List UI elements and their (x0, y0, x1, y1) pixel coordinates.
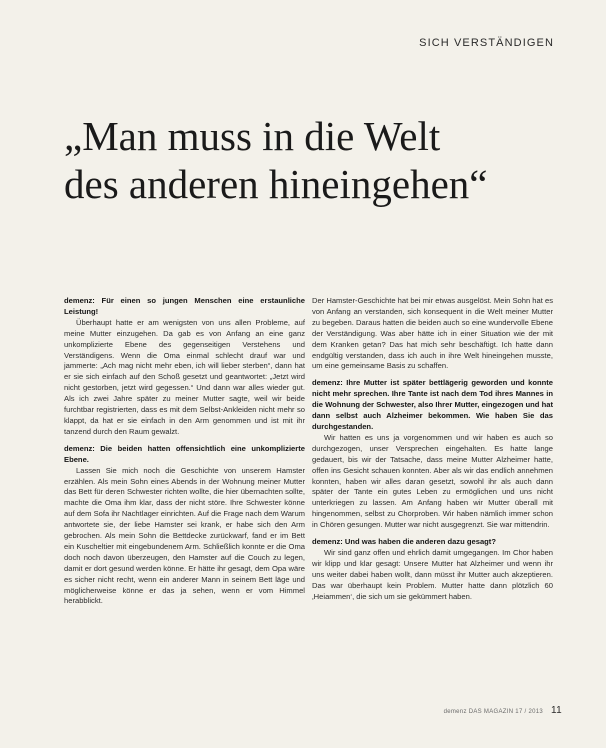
interview-answer: Wir hatten es uns ja vorgenommen und wir haben es auch so durchgezogen, unser Versprechen eingehalten. Es hatte lange gedauert, bis wir der Tatsache, dass meine Mutter Alzheimer hatte, offen ins Gesicht schauen konnten. Aber als wir das endlich annehmen konnten, haben wir alles daran gesetzt, sowohl ihr als auch dann später der Tante ein gutes Leben zu ermöglichen und uns nicht unterkriegen zu lassen. Am Anfang haben wir Mutter überall mit hingenommen, selbst zu Chorproben. Wir haben nämlich immer schon in Chören gesungen. Mutter war nicht ausgegrenzt. Sie war mittendrin. (312, 432, 553, 530)
interview-question: demenz: Für einen so jungen Menschen eine erstaunliche Leistung! (64, 296, 305, 316)
interview-answer: Der Hamster-Geschichte hat bei mir etwas ausgelöst. Mein Sohn hat es von Anfang an verstanden, sich konsequent in die Welt meiner Mutter zu begeben. Daraus hatten die beiden auch so eine wundervolle Ebene der Verständigung. Was aber hätte ich in einer Situation wie der mit dem Kranken getan? Das hat mich sehr beschäftigt. Ich hatte dann endgültig verstanden, dass ich auch in ihre Welt hineingehen musste, um eine gemeinsame Basis zu schaffen. (312, 296, 553, 371)
headline-line-2: des anderen hineingehen“ (64, 161, 488, 207)
section-label: SICH VERSTÄNDIGEN (419, 37, 554, 49)
page-number: 11 (551, 705, 562, 716)
interview-answer: Überhaupt hatte er am wenigsten von uns allen Probleme, auf meine Mutter einzugehen. Da gab es von Anfang an eine ganz unkomplizierte Ebene des gegenseitigen Verstehens und Verständigens. Wenn die Oma einmal schlecht drauf war und jammerte: „Ach mag nicht mehr eben, ich will lieber sterben“, dann hat er sie sich einfach auf den Schoß gesetzt und geantwortet: „Jetzt wird nicht gestorben, jetzt wird gegessen.“ Und dann war alles wieder gut. Als ich zwei Jahre später zu meiner Mutter sagte, weil wir beide furchtbar registrierten, dass es mit dem Selbst-Ankleiden nicht mehr so klappt, da hat er sie einfach in den Arm genommen und ist mit ihr tanzend durch den Raum gewalzt. (64, 317, 305, 436)
page-title (0, 112, 606, 208)
interview-question: demenz: Ihre Mutter ist später bettlägerig geworden und konnte nicht mehr sprechen. Ihre Tante ist nach dem Tod ihres Mannes in die Wohnung der Schwester, also Ihrer Mutter, eingezogen und hat dann selbst auch Alzheimer bekommen. Wie haben Sie das durchgestanden. (312, 378, 553, 431)
left-text-column (64, 296, 305, 607)
magazine-issue: demenz DAS MAGAZIN 17 / 2013 (443, 709, 544, 715)
interview-answer: Lassen Sie mich noch die Geschichte von unserem Hamster erzählen. Als mein Sohn eines Abends in der Wohnung meiner Mutter das Bett für deren Schwester richten wollte, die hier übernachten sollte, machte die Oma ihm klar, dass der nicht störe. Ihre Schwester könne auf dem Sofa ihr Nachtlager einrichten. Auf die Frage nach dem Warum antwortete sie, der liebe Hamster sei krank, er habe sich den Arm gebrochen. Als mein Sohn die Bettdecke zurückwarf, fand er im Bett ein Kuscheltier mit eingebundenem Arm. Schließlich konnte er die Oma doch noch davon überzeugen, den Hamster auf die Couch zu legen, damit er dort gesund werden könne. Er hätte ihr gesagt, dem Opa wäre es sicher nicht recht, wenn ein anderer Mann in seinem Bett läge und möglicherweise könne er das ja sehen, wenn er vom Himmel herabblickt. (64, 465, 305, 606)
interview-answer: Wir sind ganz offen und ehrlich damit umgegangen. Im Chor haben wir klipp und klar gesagt: Unsere Mutter hat Alzheimer und wenn ihr uns weiter dabei haben wollt, dann müsst ihr Mutter auch akzeptieren. Das war überhaupt kein Problem. Mutter hatte dann plötzlich 60 ‚Heiammen‘, die sich um sie gekümmert haben. (312, 547, 553, 601)
page-footer (444, 705, 562, 716)
interview-question: demenz: Die beiden hatten offensichtlich eine unkomplizierte Ebene. (64, 443, 305, 464)
headline-line-1: „Man muss in die Welt (64, 113, 441, 159)
right-text-column (312, 296, 553, 602)
interview-question: demenz: Und was haben die anderen dazu gesagt? (312, 537, 496, 547)
